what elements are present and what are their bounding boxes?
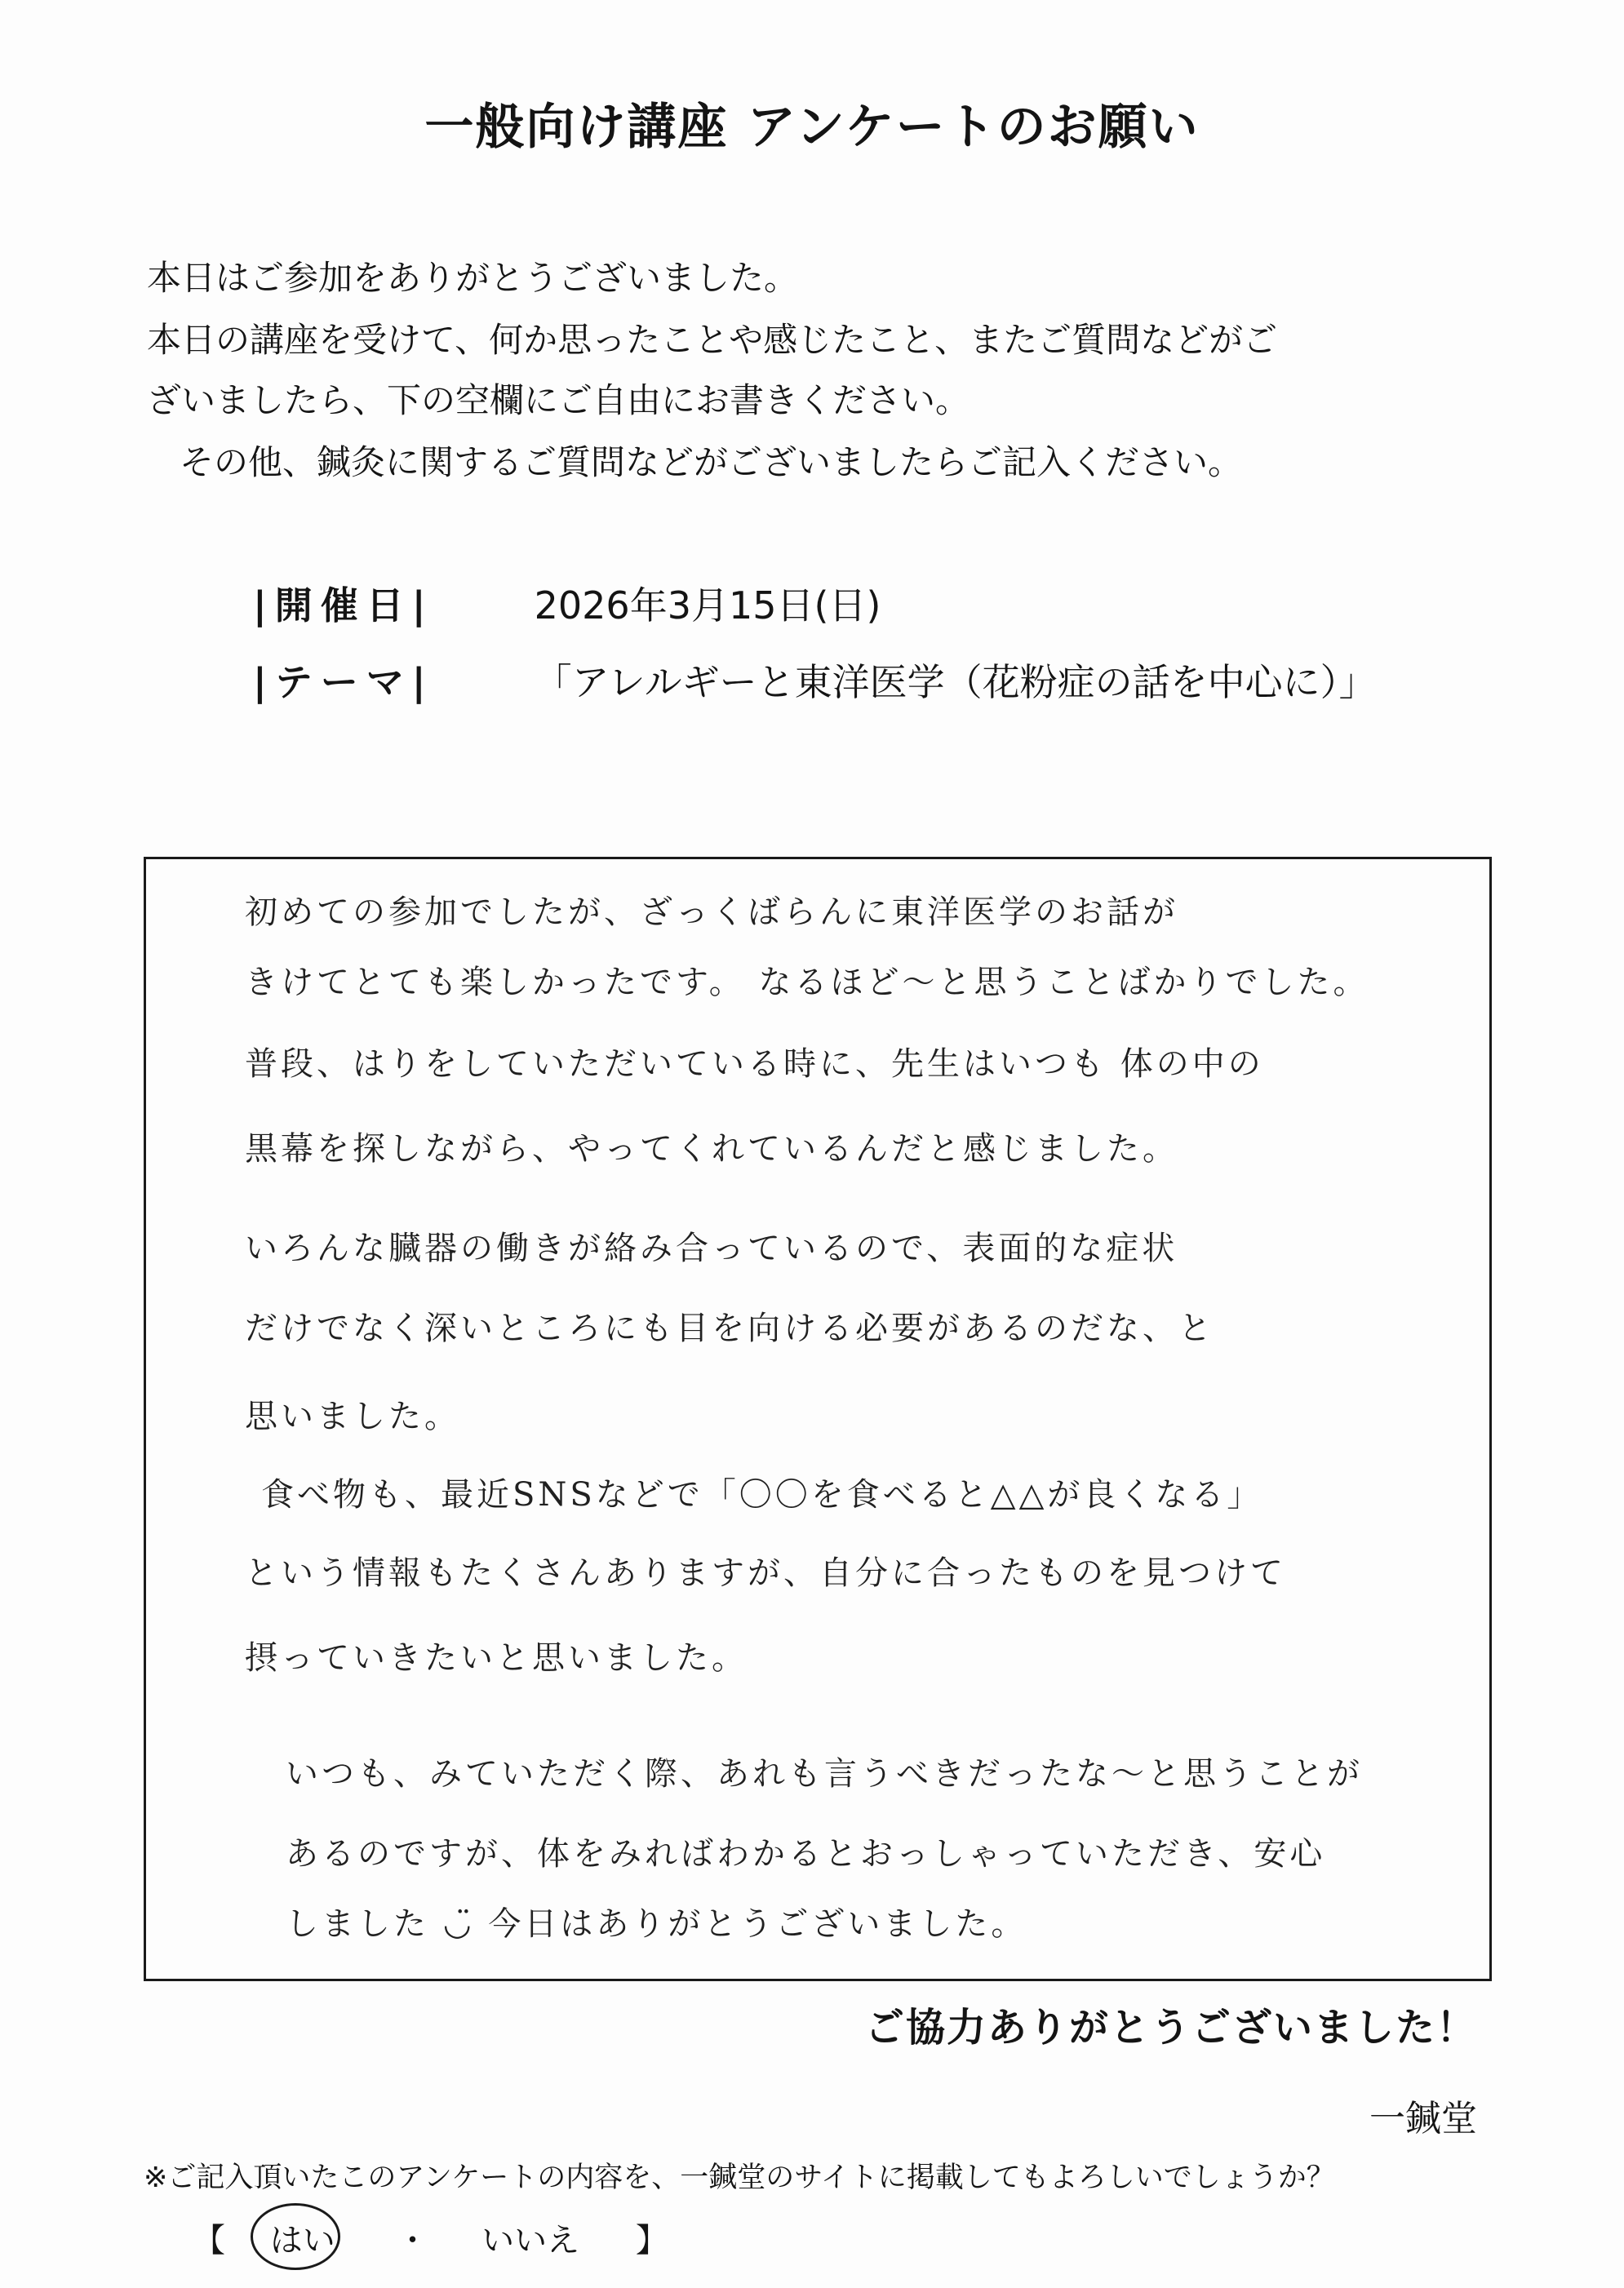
- event-date-label: |開催日|: [253, 583, 434, 627]
- consent-question: ※ご記入頂いたこのアンケートの内容を、一鍼堂のサイトに掲載してもよろしいでしょうか？: [144, 2162, 1335, 2194]
- answer-line-7: 思いました。: [245, 1398, 460, 1435]
- consent-separator: ・: [396, 2222, 429, 2259]
- answer-line-12: あるのですが、体をみればわかるとおっしゃっていただき、安心: [286, 1835, 1326, 1873]
- event-theme-value: 「アレルギーと東洋医学（花粉症の話を中心に）」: [534, 660, 1377, 704]
- intro-line-2: 本日の講座を受けて、何か思ったことや感じたこと、またご質問などがご: [147, 320, 1278, 360]
- event-theme-row: [253, 653, 1377, 707]
- answer-line-3: 普段、はりをしていただいている時に、先生はいつも 体の中の: [245, 1045, 1264, 1083]
- intro-line-1: 本日はご参加をありがとうございました。: [147, 258, 799, 298]
- answer-line-1: 初めての参加でしたが、ざっくばらんに東洋医学のお話が: [245, 893, 1178, 931]
- answer-line-6: だけでなく深いところにも目を向ける必要があるのだな、と: [245, 1310, 1214, 1347]
- intro-line-3: ざいましたら、下の空欄にご自由にお書きください。: [147, 380, 970, 420]
- consent-options: [193, 2215, 668, 2261]
- intro-line-4: その他、鍼灸に関するご質問などがございましたらご記入ください。: [180, 442, 1243, 482]
- answer-line-10: 摂っていきたいと思いました。: [245, 1639, 748, 1677]
- answer-line-13: しました ◡̈ 今日はありがとうございました。: [286, 1905, 1027, 1943]
- answer-line-9: という情報もたくさんありますが、自分に合ったものを見つけて: [245, 1554, 1286, 1592]
- consent-option-yes-label: はい: [269, 2222, 335, 2259]
- consent-bracket-close: 】: [635, 2222, 668, 2259]
- consent-option-yes[interactable]: [262, 2215, 344, 2261]
- event-theme-label: |テーマ|: [253, 660, 434, 704]
- consent-option-no[interactable]: いいえ: [481, 2222, 580, 2259]
- answer-line-4: 黒幕を探しながら、やってくれているんだと感じました。: [245, 1130, 1178, 1168]
- selected-circle-mark: [251, 2203, 340, 2270]
- event-date-row: [253, 576, 881, 630]
- event-date-value: 2026年3月15日(日): [534, 583, 881, 627]
- signature: 一鍼堂: [1369, 2098, 1477, 2139]
- closing-thanks: ご協力ありがとうございました！: [864, 2005, 1477, 2051]
- answer-line-5: いろんな臓器の働きが絡み合っているので、表面的な症状: [245, 1230, 1178, 1267]
- answer-line-11: いつも、みていただく際、あれも言うべきだったな〜と思うことが: [286, 1755, 1363, 1793]
- answer-line-8: 食べ物も、最近SNSなどで「〇〇を食べると△△が良くなる」: [261, 1476, 1263, 1514]
- answer-line-2: きけてとても楽しかったです。 なるほど〜と思うことばかりでした。: [245, 964, 1369, 1001]
- consent-bracket-open: 【: [193, 2222, 225, 2259]
- page-title: 一般向け講座 アンケートのお願い: [424, 99, 1200, 156]
